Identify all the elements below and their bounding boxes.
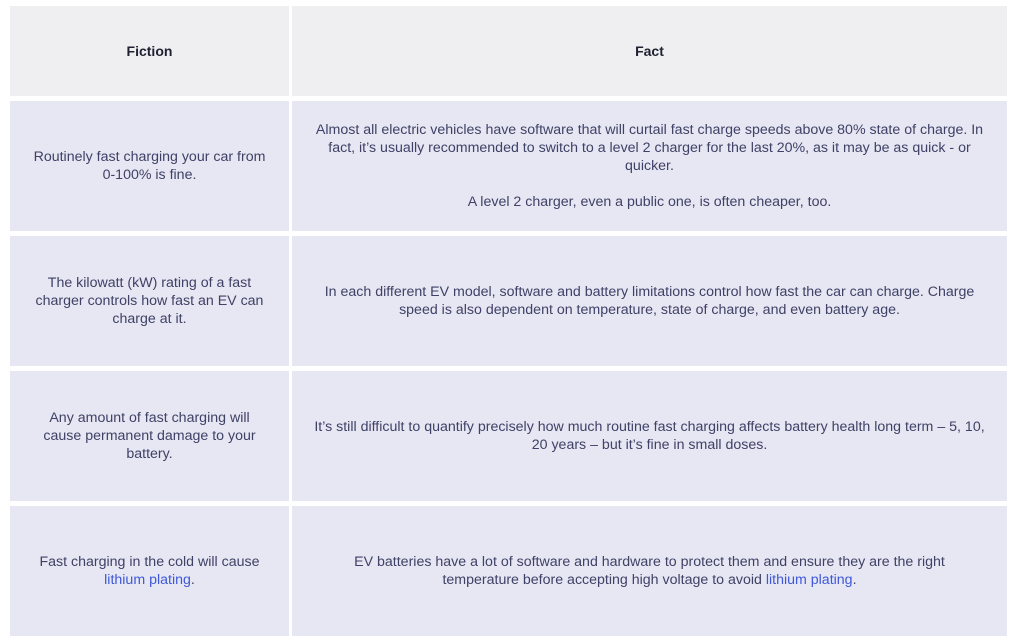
header-fiction (10, 6, 289, 96)
row-4-fact-pre: EV batteries have a lot of software and hardware to protect them and ensure they are the right temperature before accepting high voltage to avoid (354, 553, 945, 588)
row-1-fact-paragraph-2: A level 2 charger, even a public one, is often cheaper, too. (467, 194, 832, 211)
row-1-fiction-text: Routinely fast charging your car from 0-100% is fine. (33, 148, 266, 183)
row-2-fact-text: In each different EV model, software and battery limitations control how fast the car can charge. Charge speed is also dependent on temperature, state of charge, and even battery age. (324, 283, 975, 318)
row-4-fact (292, 506, 1007, 636)
row-4-fact-text (314, 553, 985, 589)
row-1-fact-paragraph-1: Almost all electric vehicles have software that will curtail fast charge speeds above 80% state of charge. In fact, it’s usually recommended to switch to a level 2 charger for the last 20%, as it may be as quick - or quicker. (315, 121, 984, 174)
row-4-fiction-post: . (190, 572, 195, 588)
fiction-fact-table (10, 6, 1007, 636)
row-3-fact (292, 371, 1007, 501)
row-3-fiction (10, 371, 289, 501)
header-fact (292, 6, 1007, 96)
row-4-fact-post: . (852, 572, 857, 588)
row-4-fiction-pre: Fast charging in the cold will cause (39, 553, 260, 570)
row-3-fact-text: It’s still difficult to quantify precisely how much routine fast charging affects battery health long term – 5, 10, 20 years – but it’s fine in small doses. (314, 418, 985, 453)
row-4-fiction-text (32, 553, 267, 589)
row-1-fiction (10, 101, 289, 231)
row-4-fiction (10, 506, 289, 636)
lithium-plating-link[interactable]: lithium plating (104, 572, 191, 588)
row-3-fiction-text: Any amount of fast charging will cause permanent damage to your battery. (43, 409, 256, 463)
header-fiction-label: Fiction (126, 42, 173, 59)
row-2-fiction-text: The kilowatt (kW) rating of a fast charger controls how fast an EV can charge at it. (35, 274, 264, 328)
row-1-fact (292, 101, 1007, 231)
row-2-fact (292, 236, 1007, 366)
row-2-fiction (10, 236, 289, 366)
header-fact-label: Fact (635, 42, 664, 59)
lithium-plating-link[interactable]: lithium plating (765, 572, 853, 588)
